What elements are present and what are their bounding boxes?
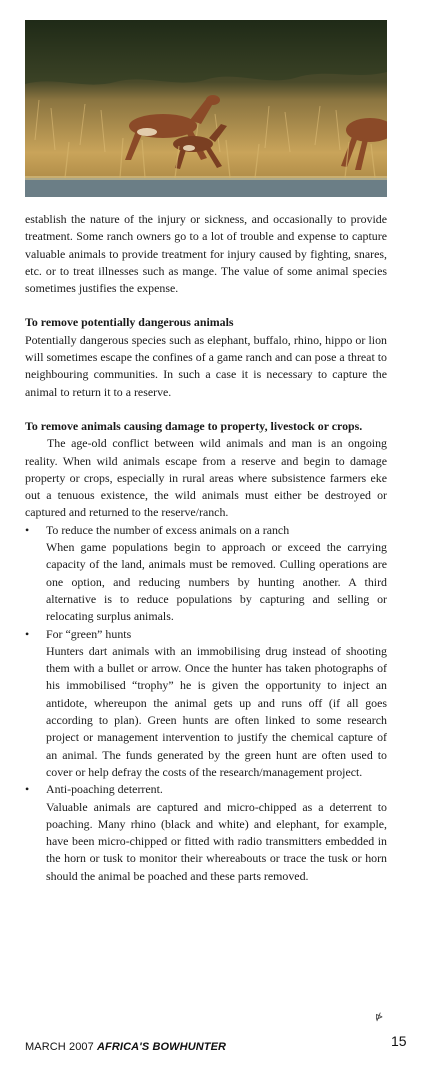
reasons-list <box>25 522 387 885</box>
list-item-body: Hunters dart animals with an immobilising drug instead of shooting them with a bullet or arrow. Once the hunter has taken photographs of his immobilised “trophy” he is given the opportunity to inject an antidote, whereupon the animal gets up and runs off (if all goes according to plan). Green hunts are often linked to some research project or management intervention to justify the chemical capture of an animal. The funds generated by the green hunt are often used to cover or help defray the costs of the research/management project. <box>46 643 387 779</box>
page-footer <box>25 1041 226 1053</box>
page-number: 15 <box>391 1033 407 1049</box>
intro-paragraph: establish the nature of the injury or sickness, and occasionally to provide treatment. Some ranch owners go to a lot of trouble and expense to capture valuable animals to provide treatment for injury caused by fighting, snares, etc. or to treat illnesses such as mange. The value of some animal species sometimes justifies the expense. <box>25 212 387 296</box>
magazine-name: AFRICA'S BOWHUNTER <box>97 1041 227 1053</box>
list-item-title: For “green” hunts <box>46 626 132 641</box>
section-heading-damage: To remove animals causing damage to property, livestock or crops. <box>25 418 363 433</box>
end-mark-icon: ⋫ <box>375 1012 384 1023</box>
list-item-body: When game populations begin to approach or exceed the carrying capacity of the land, animals must be removed. Culling operations are one option, and reducing numbers by hunting another. A third alternative is to reduce populations by capturing and selling or relocating surplus animals. <box>46 540 387 624</box>
bullet-marker: • <box>25 522 30 537</box>
antelope-photo <box>25 20 387 197</box>
list-item-body: Valuable animals are captured and micro-chipped as a deterrent to poaching. Many rhino (black and white) and elephant, for example, have been micro-chipped or fitted with radio transmitters embedded in the horn or tusk to monitor their whereabouts or trace the tusk or horn should the animal be poached and these parts removed. <box>46 799 387 883</box>
issue-date: MARCH 2007 <box>25 1041 94 1053</box>
list-item <box>25 522 387 626</box>
bullet-marker: • <box>25 782 30 797</box>
bullet-marker: • <box>25 626 30 641</box>
section-heading-dangerous-animals: To remove potentially dangerous animals <box>25 315 234 330</box>
list-item-title: Anti-poaching deterrent. <box>46 782 163 797</box>
dangerous-animals-paragraph: Potentially dangerous species such as elephant, buffalo, rhino, hippo or lion will sometimes escape the confines of a game ranch and can pose a threat to neighbouring communities. In such a case it is necessary to capture the animal to return it to a reserve. <box>25 332 387 399</box>
list-item-title: To reduce the number of excess animals on a ranch <box>46 522 290 537</box>
list-item <box>25 781 387 885</box>
article-body <box>25 211 387 885</box>
damage-paragraph: The age-old conflict between wild animals and man is an ongoing reality. When wild animals escape from a reserve and begin to damage property or crops, especially in rural areas where subsistence farmers eke out a tenuous existence, the wild animals must either be destroyed or captured and returned to the reserve/ranch. <box>25 436 387 520</box>
antelope-photo-illustration <box>25 20 387 197</box>
list-item <box>25 626 387 782</box>
